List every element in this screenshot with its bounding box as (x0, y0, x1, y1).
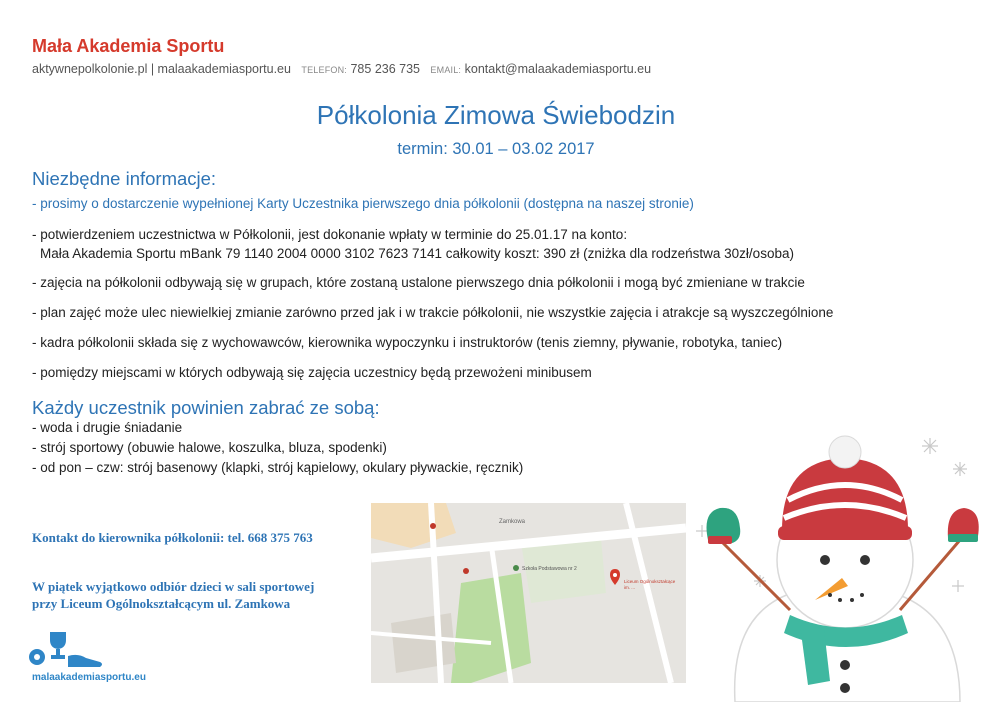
contact-line (32, 62, 651, 76)
info-minibus: - pomiędzy miejscami w których odbywają się zajęcia uczestnicy będą przewożeni minibusem (32, 365, 592, 380)
location-map[interactable] (371, 503, 686, 683)
ball-icon (29, 649, 45, 665)
logo-text[interactable]: malaakademiasportu.eu (32, 672, 146, 683)
phone-label: TELEFON: (301, 65, 347, 75)
brand-name: Mała Akademia Sportu (32, 36, 225, 56)
packing-item: - strój sportowy (obuwie halowe, koszulka, bluza, spodenki) (32, 440, 387, 455)
packing-heading: Każdy uczestnik powinien zabrać ze sobą: (32, 397, 380, 418)
shoe-icon (68, 655, 102, 667)
trophy-icon (50, 632, 66, 659)
sites-link[interactable]: aktywnepolkolonie.pl | malaakademiasportu.eu (32, 62, 291, 76)
info-kadra: - kadra półkolonii składa się z wychowawców, kierownika wypoczynku i instruktorów (tenis ziemny, pływanie, robotyka, taniec) (32, 335, 783, 350)
info-grupy: - zajęcia na półkolonii odbywają się w grupach, które zostaną ustalone pierwszego dnia półkolonii i mogą być zmieniane w trakcie (32, 275, 805, 290)
packing-item: - od pon – czw: strój basenowy (klapki, strój kąpielowy, okulary pływackie, ręcznik) (32, 460, 524, 475)
school-label: Szkoła Podstawowa nr 2 (522, 566, 577, 572)
friday-pickup-note (32, 579, 362, 613)
packing-item: - woda i drugie śniadanie (32, 420, 183, 435)
info-wplata-1: - potwierdzeniem uczestnictwa w Półkolonii, jest dokonanie wpłaty w terminie do 25.01.17 na konto: (32, 227, 628, 242)
snowman-illustration (690, 430, 990, 702)
kierownik-contact: Kontakt do kierownika półkolonii: tel. 668 375 763 (32, 530, 313, 545)
info-heading: Niezbędne informacje: (32, 168, 217, 189)
street-zamkowa-label: Zamkowa (499, 519, 526, 525)
term-dates: termin: 30.01 – 03.02 2017 (397, 140, 595, 158)
friday-pickup-line-1: W piątek wyjątkowo odbiór dzieci w sali sportowej (32, 579, 315, 594)
phone-number[interactable]: 785 236 735 (350, 62, 420, 76)
email-label: EMAIL: (430, 65, 462, 75)
liceum-label-2: im. ... (624, 585, 635, 590)
friday-pickup-line-2: przy Liceum Ogólnokształcącym ul. Zamkowa (32, 595, 291, 611)
liceum-label-1: Liceum Ogólnokształcące (624, 579, 676, 584)
info-karta: - prosimy o dostarczenie wypełnionej Karty Uczestnika pierwszego dnia półkolonii (dostępna na naszej stronie) (32, 196, 694, 211)
email-link[interactable]: kontakt@malaakademiasportu.eu (464, 62, 652, 76)
info-plan: - plan zajęć może ulec niewielkiej zmianie zarówno przed jak i w trakcie półkolonii, nie wszystkie zajęcia i atrakcje są wyszczególnione (32, 305, 834, 320)
page-title: Półkolonia Zimowa Świebodzin (316, 100, 676, 130)
info-wplata-2: Mała Akademia Sportu mBank 79 1140 2004 0000 3102 7623 7141 całkowity koszt: 390 zł (zniżka dla rodzeństwa 30zł/osoba) (40, 246, 794, 261)
